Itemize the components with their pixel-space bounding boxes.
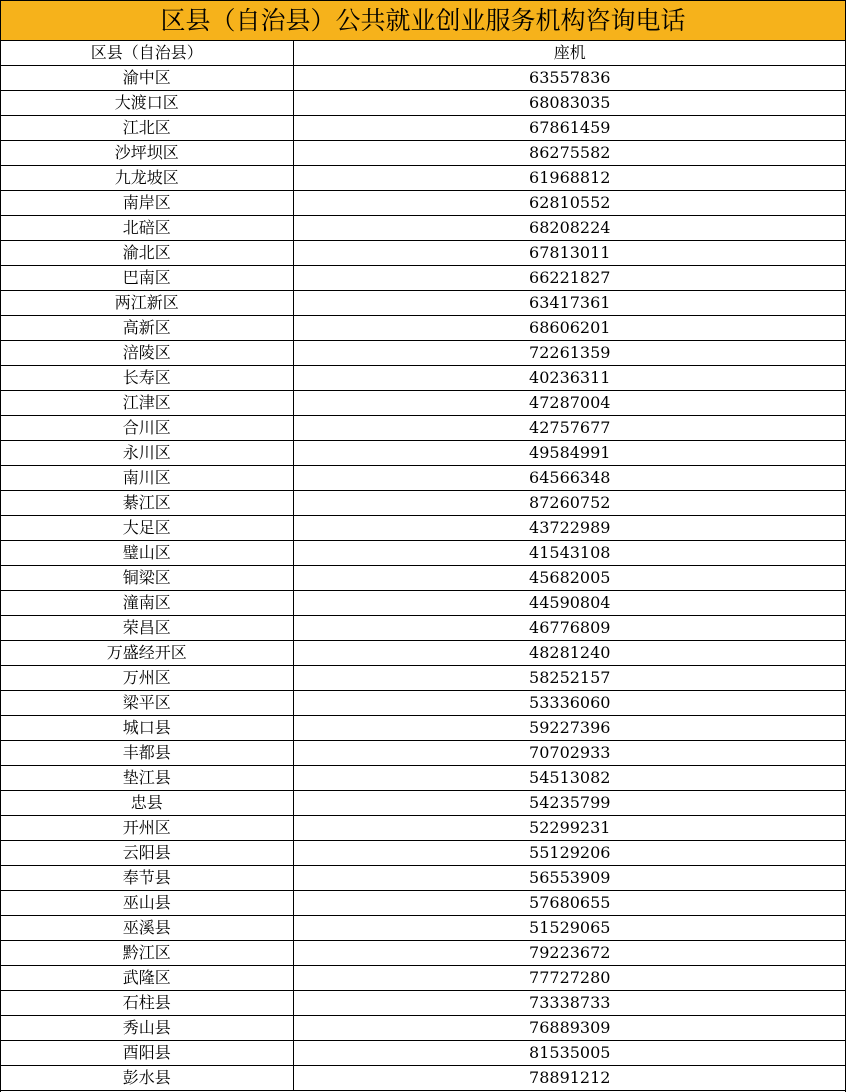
header-district: 区县（自治县） xyxy=(1,41,293,66)
phone-cell: 46776809 xyxy=(293,616,846,641)
phone-cell: 44590804 xyxy=(293,591,846,616)
table-row xyxy=(1,791,846,816)
phone-cell: 52299231 xyxy=(293,816,846,841)
phone-cell: 56553909 xyxy=(293,866,846,891)
phone-cell: 66221827 xyxy=(293,266,846,291)
table-row xyxy=(1,866,846,891)
table-row xyxy=(1,741,846,766)
phone-cell: 87260752 xyxy=(293,491,846,516)
phone-cell: 76889309 xyxy=(293,1016,846,1041)
phone-cell: 77727280 xyxy=(293,966,846,991)
table-row xyxy=(1,166,846,191)
table-row xyxy=(1,1041,846,1066)
table-row xyxy=(1,141,846,166)
district-cell: 巴南区 xyxy=(1,266,293,291)
district-cell: 九龙坡区 xyxy=(1,166,293,191)
district-cell: 巫山县 xyxy=(1,891,293,916)
table-row xyxy=(1,816,846,841)
district-cell: 万州区 xyxy=(1,666,293,691)
district-cell: 酉阳县 xyxy=(1,1041,293,1066)
district-cell: 大足区 xyxy=(1,516,293,541)
table-row xyxy=(1,91,846,116)
phone-cell: 49584991 xyxy=(293,441,846,466)
phone-cell: 61968812 xyxy=(293,166,846,191)
phone-cell: 41543108 xyxy=(293,541,846,566)
district-cell: 潼南区 xyxy=(1,591,293,616)
district-cell: 忠县 xyxy=(1,791,293,816)
district-cell: 荣昌区 xyxy=(1,616,293,641)
table-row xyxy=(1,366,846,391)
district-cell: 南岸区 xyxy=(1,191,293,216)
phone-cell: 57680655 xyxy=(293,891,846,916)
table-row xyxy=(1,691,846,716)
phone-cell: 68606201 xyxy=(293,316,846,341)
district-cell: 丰都县 xyxy=(1,741,293,766)
table-row xyxy=(1,241,846,266)
table-row xyxy=(1,991,846,1016)
district-cell: 璧山区 xyxy=(1,541,293,566)
table-row xyxy=(1,566,846,591)
phone-cell: 70702933 xyxy=(293,741,846,766)
district-cell: 渝中区 xyxy=(1,66,293,91)
phone-cell: 64566348 xyxy=(293,466,846,491)
phone-cell: 40236311 xyxy=(293,366,846,391)
phone-cell: 51529065 xyxy=(293,916,846,941)
district-cell: 大渡口区 xyxy=(1,91,293,116)
phone-cell: 86275582 xyxy=(293,141,846,166)
table-row xyxy=(1,316,846,341)
district-cell: 垫江县 xyxy=(1,766,293,791)
district-cell: 北碚区 xyxy=(1,216,293,241)
district-cell: 江津区 xyxy=(1,391,293,416)
table-row xyxy=(1,441,846,466)
phone-cell: 54513082 xyxy=(293,766,846,791)
district-cell: 巫溪县 xyxy=(1,916,293,941)
header-row xyxy=(1,41,846,66)
district-cell: 万盛经开区 xyxy=(1,641,293,666)
phone-cell: 68208224 xyxy=(293,216,846,241)
table-title: 区县（自治县）公共就业创业服务机构咨询电话 xyxy=(1,0,845,41)
district-cell: 秀山县 xyxy=(1,1016,293,1041)
table-row xyxy=(1,1016,846,1041)
district-cell: 彭水县 xyxy=(1,1066,293,1091)
phone-cell: 55129206 xyxy=(293,841,846,866)
district-cell: 石柱县 xyxy=(1,991,293,1016)
district-cell: 合川区 xyxy=(1,416,293,441)
district-cell: 高新区 xyxy=(1,316,293,341)
phone-cell: 78891212 xyxy=(293,1066,846,1091)
district-cell: 武隆区 xyxy=(1,966,293,991)
table-row xyxy=(1,591,846,616)
phone-cell: 42757677 xyxy=(293,416,846,441)
phone-cell: 63417361 xyxy=(293,291,846,316)
table-row xyxy=(1,666,846,691)
table-row xyxy=(1,491,846,516)
contact-table xyxy=(1,41,846,1091)
table-row xyxy=(1,616,846,641)
table-row xyxy=(1,266,846,291)
phone-cell: 43722989 xyxy=(293,516,846,541)
table-row xyxy=(1,391,846,416)
district-cell: 渝北区 xyxy=(1,241,293,266)
phone-cell: 58252157 xyxy=(293,666,846,691)
table-row xyxy=(1,966,846,991)
district-cell: 江北区 xyxy=(1,116,293,141)
district-cell: 奉节县 xyxy=(1,866,293,891)
table-row xyxy=(1,841,846,866)
district-cell: 涪陵区 xyxy=(1,341,293,366)
phone-cell: 59227396 xyxy=(293,716,846,741)
table-row xyxy=(1,641,846,666)
phone-cell: 62810552 xyxy=(293,191,846,216)
table-row xyxy=(1,891,846,916)
phone-cell: 67861459 xyxy=(293,116,846,141)
district-cell: 綦江区 xyxy=(1,491,293,516)
header-landline: 座机 xyxy=(293,41,846,66)
table-row xyxy=(1,66,846,91)
district-cell: 黔江区 xyxy=(1,941,293,966)
district-cell: 长寿区 xyxy=(1,366,293,391)
phone-cell: 79223672 xyxy=(293,941,846,966)
district-cell: 铜梁区 xyxy=(1,566,293,591)
table-row xyxy=(1,1066,846,1091)
table-row xyxy=(1,216,846,241)
table-row xyxy=(1,291,846,316)
district-cell: 云阳县 xyxy=(1,841,293,866)
table-row xyxy=(1,466,846,491)
district-cell: 两江新区 xyxy=(1,291,293,316)
phone-cell: 67813011 xyxy=(293,241,846,266)
table-row xyxy=(1,716,846,741)
district-cell: 南川区 xyxy=(1,466,293,491)
table-row xyxy=(1,116,846,141)
phone-cell: 81535005 xyxy=(293,1041,846,1066)
phone-cell: 73338733 xyxy=(293,991,846,1016)
district-cell: 城口县 xyxy=(1,716,293,741)
phone-cell: 54235799 xyxy=(293,791,846,816)
table-row xyxy=(1,916,846,941)
phone-cell: 48281240 xyxy=(293,641,846,666)
table-row xyxy=(1,541,846,566)
district-cell: 沙坪坝区 xyxy=(1,141,293,166)
district-cell: 梁平区 xyxy=(1,691,293,716)
table-row xyxy=(1,941,846,966)
phone-cell: 68083035 xyxy=(293,91,846,116)
table-row xyxy=(1,416,846,441)
phone-cell: 53336060 xyxy=(293,691,846,716)
phone-cell: 47287004 xyxy=(293,391,846,416)
table-row xyxy=(1,766,846,791)
phone-cell: 72261359 xyxy=(293,341,846,366)
phone-cell: 45682005 xyxy=(293,566,846,591)
district-cell: 开州区 xyxy=(1,816,293,841)
table-row xyxy=(1,341,846,366)
table-row xyxy=(1,516,846,541)
table-body xyxy=(1,66,846,1091)
district-cell: 永川区 xyxy=(1,441,293,466)
table-row xyxy=(1,191,846,216)
phone-cell: 63557836 xyxy=(293,66,846,91)
